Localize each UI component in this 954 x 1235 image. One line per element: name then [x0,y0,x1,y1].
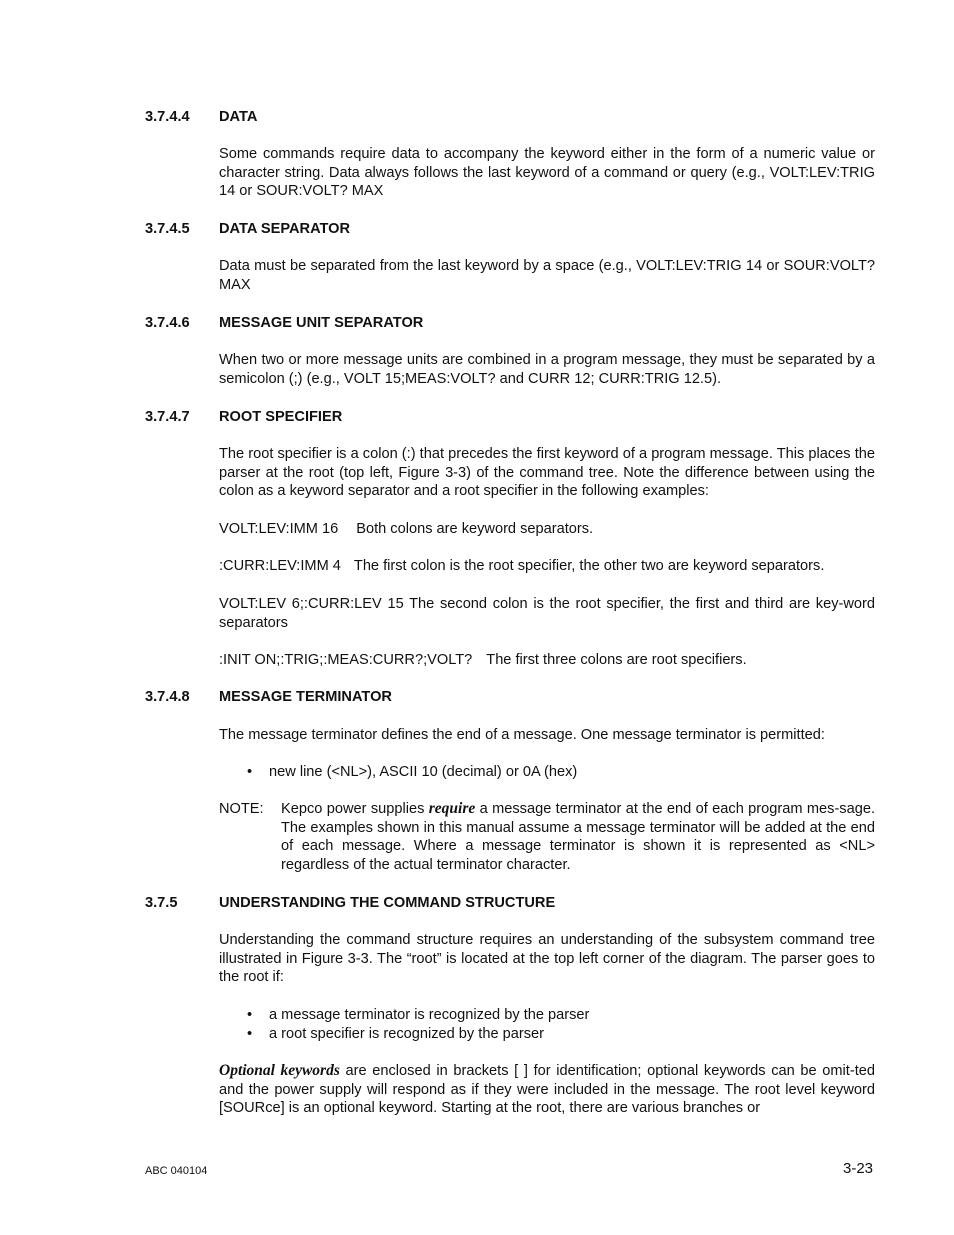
section-title: DATA SEPARATOR [219,221,351,237]
note-body [281,800,875,875]
bullet-icon: • [247,1007,253,1023]
list-item [247,1006,589,1025]
example-description: The first colon is the root specifier, the other two are keyword separators. [353,558,825,574]
list-item-text: a root specifier is recognized by the parser [269,1026,544,1042]
section-number: 3.7.4.7 [145,409,190,425]
example-2 [219,557,824,576]
section-heading [145,688,392,706]
example-3: VOLT:LEV 6;:CURR:LEV 15 The second colon is the root specifier, the first and third are key-word separators [219,596,875,631]
footer-page-number: 3-23 [843,1160,874,1177]
paragraph-terminator: The message terminator defines the end of a message. One message terminator is permitted: [219,727,825,743]
section-heading [145,894,555,912]
section-number: 3.7.4.8 [145,689,190,705]
section-number: 3.7.5 [145,895,178,911]
section-title: ROOT SPECIFIER [219,409,343,425]
bullet-icon: • [247,764,253,780]
footer-document-id: ABC 040104 [145,1165,208,1177]
example-command: :INIT ON;:TRIG;:MEAS:CURR?;VOLT? [219,652,473,668]
paragraph-message-unit: When two or more message units are combined in a program message, they must be separated by a semicolon (;) (e.g., VOLT 15;MEAS:VOLT? and CURR 12; CURR:TRIG 12.5). [219,352,875,387]
list-item-text: new line (<NL>), ASCII 10 (decimal) or 0A (hex) [269,764,578,780]
paragraph-data: Some commands require data to accompany the keyword either in the form of a numeric value or character string. Data always follows the last keyword of a command or query (e.g., VOLT:LEV:TRIG 14 or SOUR:VOLT? MAX [219,146,875,200]
section-number: 3.7.4.4 [145,109,190,125]
section-title: UNDERSTANDING THE COMMAND STRUCTURE [219,895,556,911]
list-item [247,1025,544,1044]
note-text: a message terminator at the end of each program mes-sage. The examples shown in this manual assume a message terminator will be added at the end of each message. Where a message terminator is shown it is represented as <NL> regardless of the actual terminator character. [281,801,875,874]
paragraph-structure: Understanding the command structure requires an understanding of the subsystem command tree illustrated in Figure 3-3. The “root” is located at the top left corner of the diagram. The parser goes to the root if: [219,932,875,986]
section-number: 3.7.4.6 [145,315,190,331]
example-description: Both colons are keyword separators. [356,521,594,537]
section-heading [145,108,257,126]
paragraph-root-specifier: The root specifier is a colon (:) that precedes the first keyword of a program message. This places the parser at the root (top left, Figure 3-3) of the command tree. Note the difference between using the colon as a keyword separator and a root specifier in the following examples: [219,446,875,500]
note-text: Kepco power supplies [281,801,429,817]
example-4 [219,651,747,670]
paragraph-optional-keywords [219,1062,875,1118]
example-1 [219,520,593,539]
paragraph-data-separator: Data must be separated from the last keyword by a space (e.g., VOLT:LEV:TRIG 14 or SOUR:VOLT? MAX [219,258,875,293]
note-label: NOTE: [219,801,264,817]
example-command: :CURR:LEV:IMM 4 [219,558,341,574]
section-heading [145,314,423,332]
note-emphasis: require [428,800,476,817]
list-item-text: a message terminator is recognized by the parser [269,1007,590,1023]
section-title: MESSAGE UNIT SEPARATOR [219,315,424,331]
section-heading [145,408,342,426]
section-title: MESSAGE TERMINATOR [219,689,392,705]
optional-emphasis: Optional keywords [219,1062,340,1079]
example-description: The first three colons are root specifiers. [486,652,747,668]
section-heading [145,220,350,238]
bullet-icon: • [247,1026,253,1042]
optional-text: are enclosed in brackets [ ] for identification; optional keywords can be omit-ted and the power supply will respond as if they were included in the message. The root level keyword [SOURce] is an optional keyword. Starting at the root, there are various branches or [219,1063,875,1117]
list-item [247,763,577,782]
example-command: VOLT:LEV:IMM 16 [219,521,339,537]
section-number: 3.7.4.5 [145,221,190,237]
section-title: DATA [219,109,258,125]
